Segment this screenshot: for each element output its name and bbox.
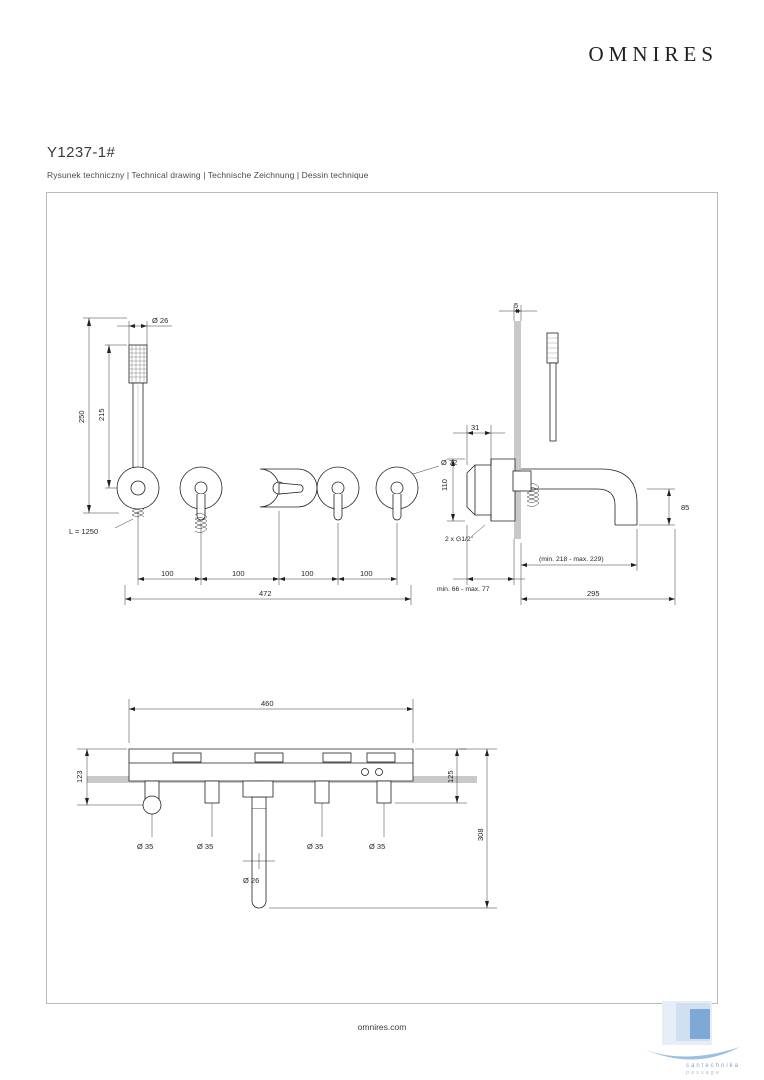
label-d35-1: Ø 35 (137, 842, 154, 851)
label-l1250: L = 1250 (69, 527, 99, 536)
label-123: 123 (75, 770, 84, 783)
brand-logo: OMNIRES (588, 42, 718, 66)
page-title: Y1237-1# (47, 144, 116, 161)
label-d26-bottom: Ø 26 (243, 876, 260, 885)
label-460: 460 (261, 699, 274, 708)
label-125: 125 (446, 770, 455, 783)
label-min218: (min. 218 - max. 229) (539, 556, 604, 563)
watermark-text: santechnika (686, 1063, 741, 1069)
label-5: 5 (514, 301, 519, 310)
watermark-subtext: passage (686, 1070, 721, 1076)
drawing-frame (46, 192, 718, 1004)
label-472: 472 (259, 589, 272, 598)
side-view (467, 321, 637, 539)
label-215: 215 (97, 408, 106, 421)
label-d26-top: Ø 26 (152, 316, 169, 325)
label-308: 308 (476, 828, 485, 841)
label-min66: min. 66 - max. 77 (437, 586, 490, 593)
label-295: 295 (587, 589, 600, 598)
top-view-dimensions (77, 699, 497, 908)
label-d35-4: Ø 35 (369, 842, 386, 851)
label-31: 31 (471, 423, 480, 432)
label-d35-3: Ø 35 (307, 842, 324, 851)
technical-drawing (47, 193, 717, 1003)
label-d72: Ø 72 (441, 458, 458, 467)
label-100-1: 100 (161, 569, 174, 578)
label-250: 250 (77, 410, 86, 423)
label-100-3: 100 (301, 569, 314, 578)
label-100-4: 100 (360, 569, 373, 578)
label-100-2: 100 (232, 569, 245, 578)
label-85: 85 (681, 503, 690, 512)
label-g12: 2 x G1/2" (445, 536, 474, 543)
top-view (87, 749, 477, 908)
footer-website: omnires.com (357, 1022, 407, 1032)
label-d35-2: Ø 35 (197, 842, 214, 851)
page-subtitle: Rysunek techniczny | Technical drawing | Technische Zeichnung | Dessin technique (47, 170, 369, 180)
valve-rosettes (117, 467, 418, 533)
label-110: 110 (440, 479, 449, 491)
